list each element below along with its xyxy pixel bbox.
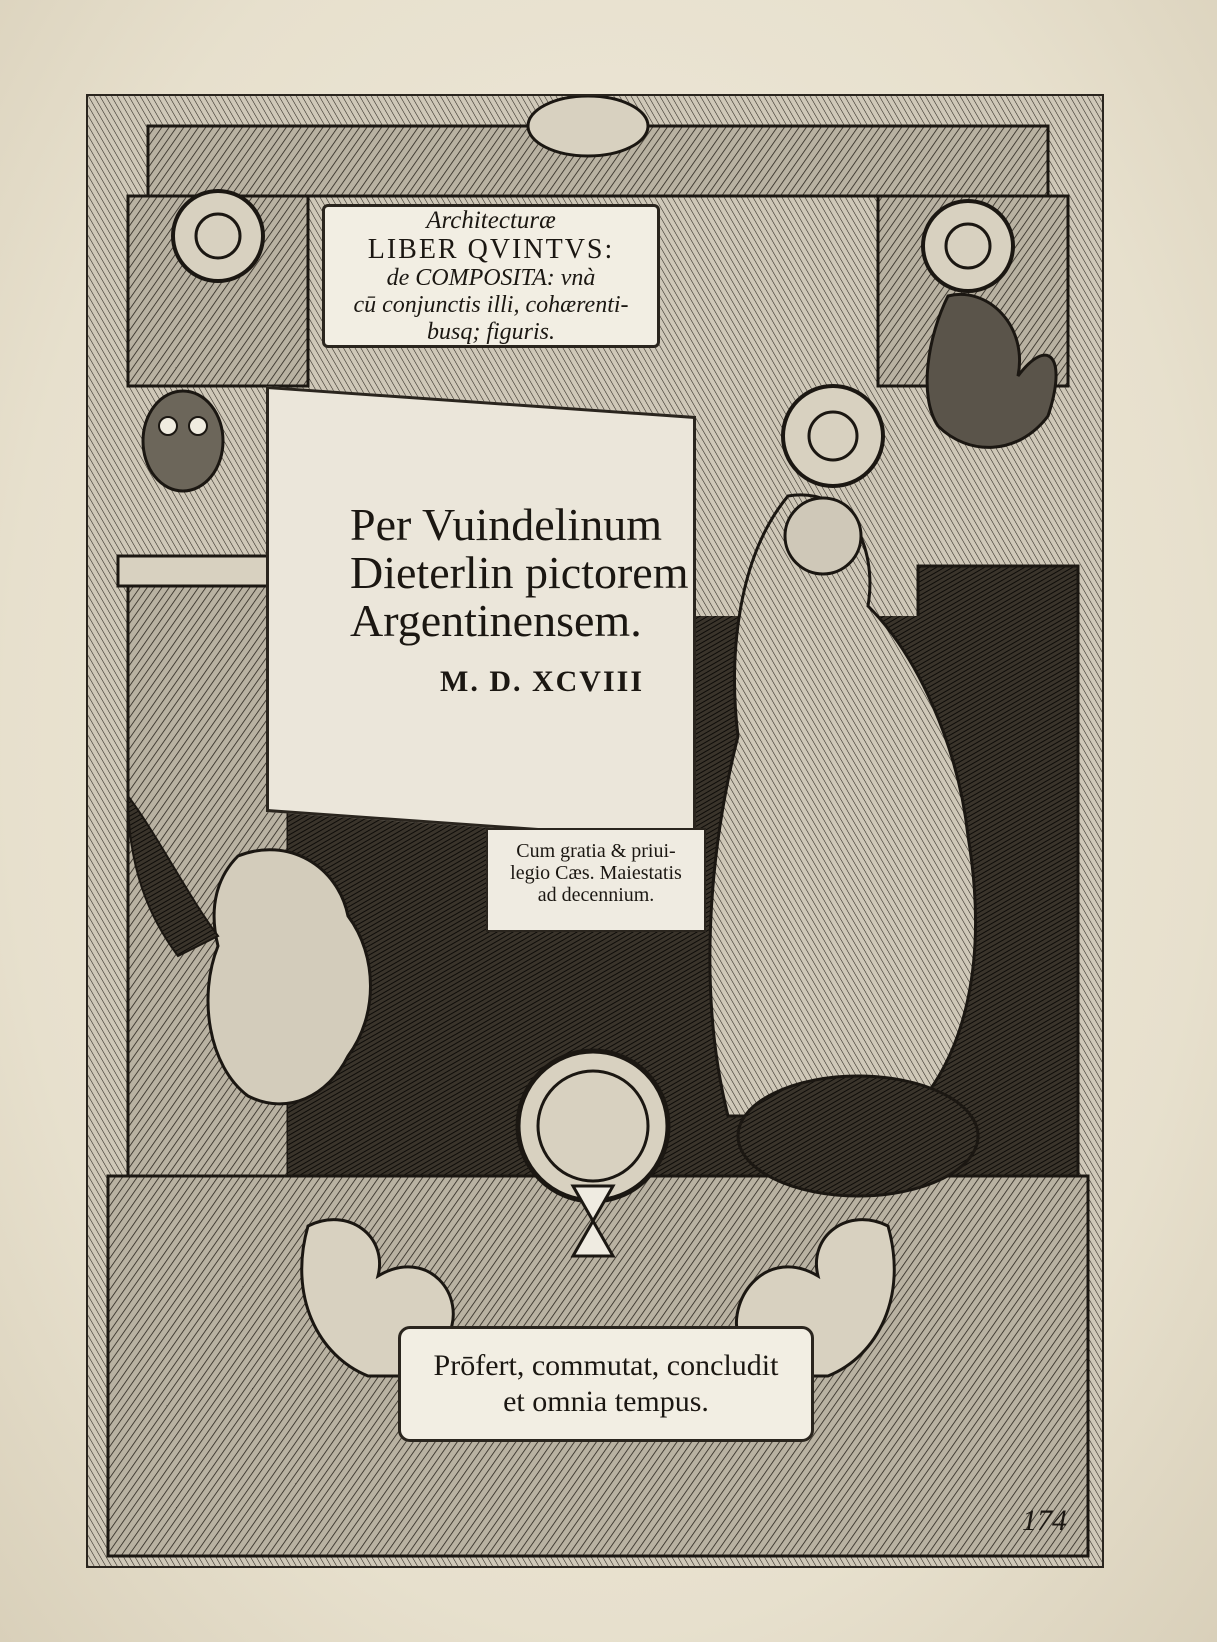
right-volute: [923, 201, 1013, 291]
emblem-ring: [518, 1051, 668, 1201]
privilege-line-2: legio Cæs. Maiestatis: [510, 862, 682, 884]
publication-year: M. D. XCVIII: [440, 665, 644, 698]
title-tablet: [322, 204, 660, 348]
engraved-title-plate: [86, 94, 1104, 1568]
title-line-liber: LIBER QVINTVS:: [367, 233, 615, 265]
motto-line-1: Prōfert, commutat, concludit: [433, 1349, 779, 1382]
left-volute: [173, 191, 263, 281]
title-line-composita: de COMPOSITA: vnà: [386, 264, 596, 291]
title-line-conjunctis: cū conjunctis illi, cohærenti-: [353, 291, 629, 318]
privilege-line-1: Cum gratia & priui-: [516, 840, 676, 862]
owl-figure: [143, 391, 223, 491]
author-text: [350, 501, 730, 699]
privilege-line-3: ad decennium.: [537, 884, 655, 906]
title-line-figuris: busq; figuris.: [426, 318, 555, 345]
motto-cartouche: [398, 1326, 814, 1442]
folio-number: 174: [1022, 1504, 1067, 1537]
author-line-3: Argentinensem.: [350, 595, 642, 646]
author-line-2: Dieterlin pictorem: [350, 547, 689, 598]
title-line-architecturae: Architecturæ: [426, 206, 556, 234]
author-line-1: Per Vuindelinum: [350, 499, 662, 550]
motto-line-2: et omnia tempus.: [503, 1385, 709, 1418]
fruit-garland: [738, 1076, 978, 1196]
privilege-cartouche: [486, 828, 706, 932]
